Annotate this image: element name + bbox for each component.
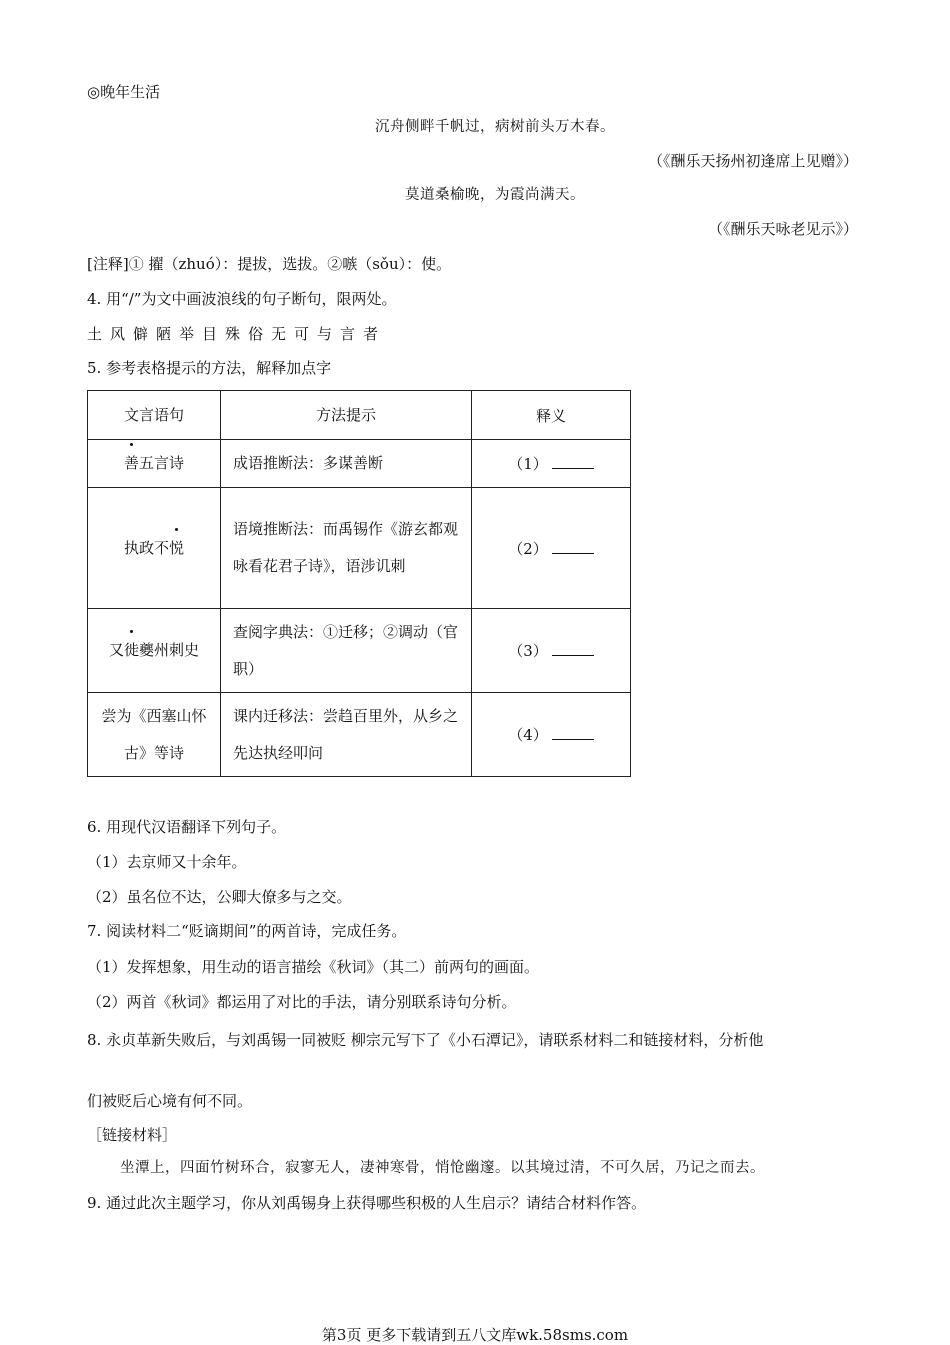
table-header: 释义 (472, 391, 631, 440)
method-hint: 课内迁移法：尝趋百里外，从乡之先达执经叩问 (221, 693, 472, 777)
table-row (88, 693, 631, 777)
poem-line-1: 沉舟侧畔千帆过，病树前头万木春。 (375, 119, 615, 135)
annotation-notes: [注释]① 擢（zhuó）：提拔，选拔。②嗾（sǒu）：使。 (87, 255, 452, 273)
question-8-line-2: 们被贬后心境有何不同。 (87, 1092, 253, 1110)
method-table (87, 390, 631, 777)
table-header: 方法提示 (221, 391, 472, 440)
method-hint: 查阅字典法：①迁移；②调动（官职） (221, 609, 472, 693)
answer-cell: （2） (472, 488, 631, 609)
question-6-item-1: （1）去京师又十余年。 (87, 853, 247, 871)
classical-phrase: 执政不悦 (88, 488, 221, 609)
classical-phrase: 善五言诗 (88, 440, 221, 488)
link-material-text: 坐潭上，四面竹树环合，寂寥无人，凄神寒骨，悄怆幽邃。以其境过清，不可久居，乃记之而去。 (120, 1160, 765, 1176)
classical-phrase: 又徙夔州刺史 (88, 609, 221, 693)
section-heading: ◎晚年生活 (87, 83, 161, 101)
classical-phrase: 尝为《西塞山怀古》等诗 (88, 693, 221, 777)
answer-blank[interactable] (552, 725, 594, 740)
question-8-line-1: 8. 永贞革新失败后，与刘禹锡一同被贬 柳宗元写下了《小石潭记》，请联系材料二和链接材料，分析他 (87, 1031, 764, 1049)
dotted-character: 善 (124, 445, 139, 482)
poem-source-1: （《酬乐天扬州初逢席上见赠》） (647, 152, 858, 170)
table-row (88, 488, 631, 609)
dotted-character: 悦 (169, 530, 184, 567)
question-9: 9. 通过此次主题学习，你从刘禹锡身上获得哪些积极的人生启示？请结合材料作答。 (87, 1194, 647, 1212)
table-header-row (88, 391, 631, 440)
dotted-character: 徙 (124, 632, 139, 669)
table-row (88, 440, 631, 488)
table-row (88, 609, 631, 693)
answer-blank[interactable] (552, 454, 594, 469)
method-hint: 语境推断法：而禹锡作《游玄都观咏看花君子诗》，语涉讥刺 (221, 488, 472, 609)
question-7: 7. 阅读材料二“贬谪期间”的两首诗，完成任务。 (87, 922, 407, 940)
question-4-sentence: 土风僻陋举目殊俗无可与言者 (87, 325, 387, 343)
question-7-item-1: （1）发挥想象，用生动的语言描绘《秋词》（其二）前两句的画面。 (87, 958, 540, 976)
answer-cell: （4） (472, 693, 631, 777)
answer-cell: （1） (472, 440, 631, 488)
answer-blank[interactable] (552, 539, 594, 554)
table-header: 文言语句 (88, 391, 221, 440)
answer-blank[interactable] (552, 641, 594, 656)
question-5: 5. 参考表格提示的方法，解释加点字 (87, 359, 332, 377)
link-material-label: ［链接材料］ (87, 1126, 178, 1144)
poem-line-2: 莫道桑榆晚，为霞尚满天。 (405, 187, 585, 203)
question-7-item-2: （2）两首《秋词》都运用了对比的手法，请分别联系诗句分析。 (87, 993, 517, 1011)
page-footer: 第3页 更多下载请到五八文库wk.58sms.com (321, 1326, 629, 1344)
question-6-item-2: （2）虽名位不达，公卿大僚多与之交。 (87, 888, 352, 906)
question-4: 4. 用“/”为文中画波浪线的句子断句，限两处。 (87, 290, 397, 308)
method-hint: 成语推断法：多谋善断 (221, 440, 472, 488)
question-6: 6. 用现代汉语翻译下列句子。 (87, 818, 287, 836)
answer-cell: （3） (472, 609, 631, 693)
poem-source-2: （《酬乐天咏老见示》） (707, 220, 858, 238)
